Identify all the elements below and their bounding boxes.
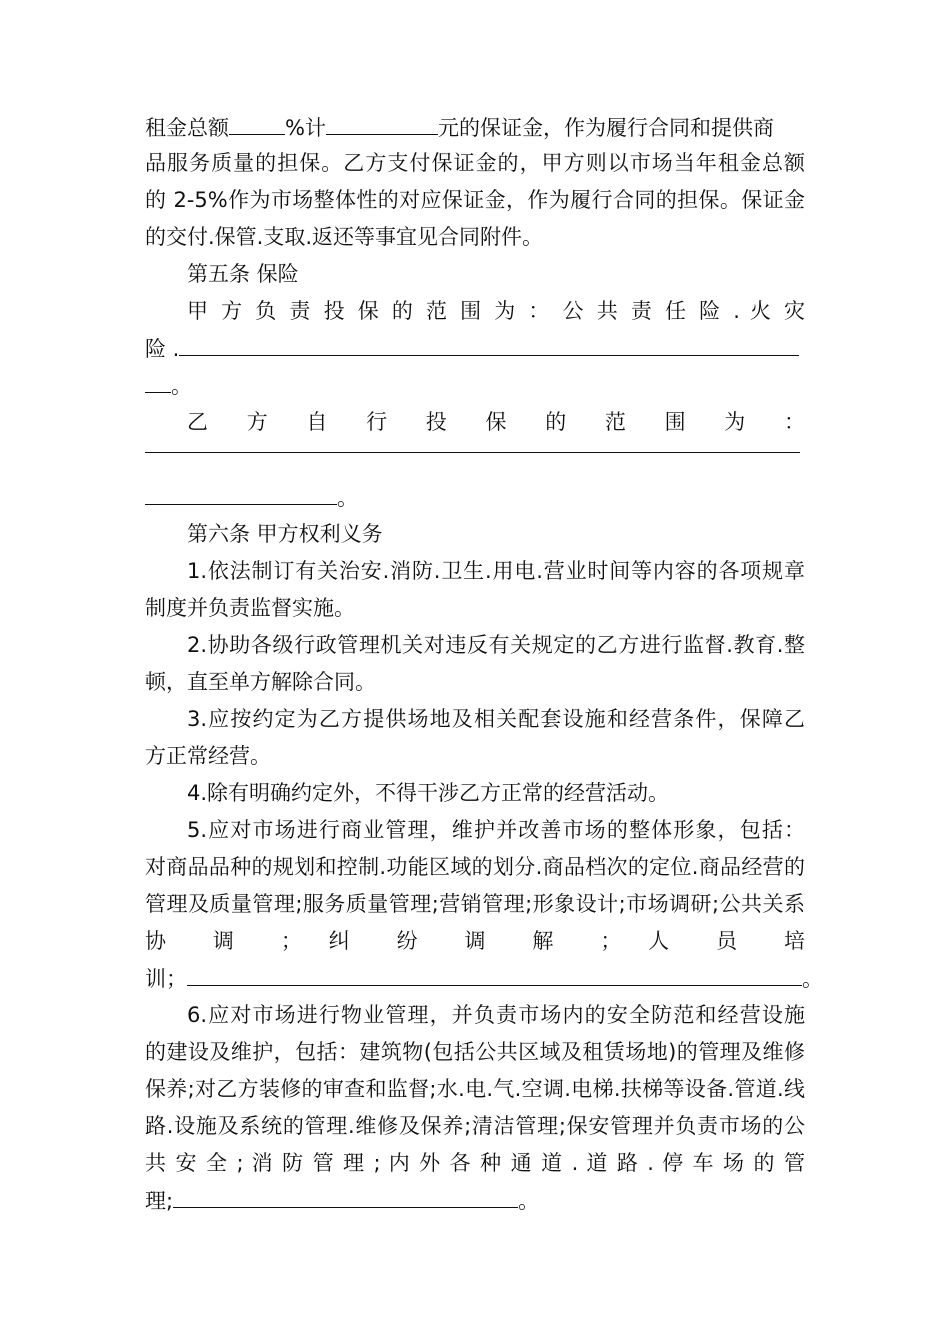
- text-line: [145, 1183, 805, 1217]
- text-line: 4.除有明确约定外，不得干涉乙方正常的经营活动。: [187, 781, 670, 805]
- blank-underline: [187, 961, 802, 986]
- text-segment: 。: [518, 1189, 540, 1213]
- text-line: 1.依法制订有关治安.消防.卫生.用电.营业时间等内容的各项规章: [187, 559, 805, 583]
- text-line: 品服务质量的担保。乙方支付保证金的，甲方则以市场当年租金总额: [145, 151, 805, 175]
- text-segment: 理;: [145, 1189, 174, 1213]
- text-line: 制度并负责监督实施。: [145, 596, 355, 620]
- blank-underline: [229, 110, 285, 135]
- text-line: 管理及质量管理;服务质量管理;营销管理;形象设计;市场调研;公共关系: [145, 892, 805, 916]
- text-segment: %计: [285, 116, 326, 140]
- text-line: [145, 331, 805, 365]
- text-line: 方正常经营。: [145, 744, 271, 768]
- text-line: 的交付.保管.支取.返还等事宜见合同附件。: [145, 225, 544, 249]
- blank-underline: [326, 110, 438, 135]
- section-heading: 第六条 甲方权利义务: [187, 522, 383, 546]
- text-segment: 元的保证金，作为履行合同和提供商: [437, 116, 774, 140]
- text-line: 乙 方 自 行 投 保 的 范 围 为 ：: [187, 410, 805, 434]
- text-line: 的建设及维护，包括：建筑物(包括公共区域及租赁场地)的管理及维修: [145, 1040, 805, 1064]
- text-segment: 租金总额: [145, 116, 229, 140]
- blank-underline: [173, 1183, 518, 1208]
- text-segment: 训；: [145, 967, 187, 991]
- text-line: 2.协助各级行政管理机关对违反有关规定的乙方进行监督.教育.整: [187, 633, 805, 657]
- section-heading: 第五条 保险: [187, 262, 299, 286]
- text-segment: 。: [337, 486, 358, 510]
- blank-underline: [145, 480, 337, 505]
- text-line: [145, 961, 823, 995]
- text-line: 3.应按约定为乙方提供场地及相关配套设施和经营条件，保障乙: [187, 707, 805, 731]
- text-line: 协 调 ； 纠 纷 调 解 ； 人 员 培: [145, 929, 805, 953]
- text-line: 对商品品种的规划和控制.功能区域的划分.商品档次的定位.商品经营的: [145, 855, 805, 879]
- text-line: 6.应对市场进行物业管理，并负责市场内的安全防范和经营设施: [187, 1003, 805, 1027]
- text-line: 共 安 全 ; 消 防 管 理 ; 内 外 各 种 通 道 . 道 路 . 停 车 场 的 管: [145, 1151, 805, 1175]
- text-line: [145, 480, 805, 514]
- text-segment: 险 .: [145, 337, 180, 361]
- text-segment: 。: [802, 967, 823, 991]
- text-line: 保养;对乙方装修的审查和监督;水.电.气.空调.电梯.扶梯等设备.管道.线: [145, 1077, 805, 1101]
- text-segment: 。: [171, 374, 192, 398]
- blank-underline: [145, 368, 171, 393]
- text-line: 路.设施及系统的管理.维修及保养;清洁管理;保安管理并负责市场的公: [145, 1114, 805, 1138]
- text-line: 5.应对市场进行商业管理，维护并改善市场的整体形象，包括：: [187, 818, 805, 842]
- text-line: [145, 110, 805, 144]
- text-line: 的 2-5%作为市场整体性的对应保证金，作为履行合同的担保。保证金: [145, 188, 805, 212]
- blank-underline: [179, 331, 799, 356]
- text-line: 甲 方 负 责 投 保 的 范 围 为 ： 公 共 责 任 险 . 火 灾: [187, 299, 805, 323]
- blank-underline: [145, 452, 800, 453]
- text-line: 顿，直至单方解除合同。: [145, 670, 376, 694]
- text-line: [145, 368, 805, 402]
